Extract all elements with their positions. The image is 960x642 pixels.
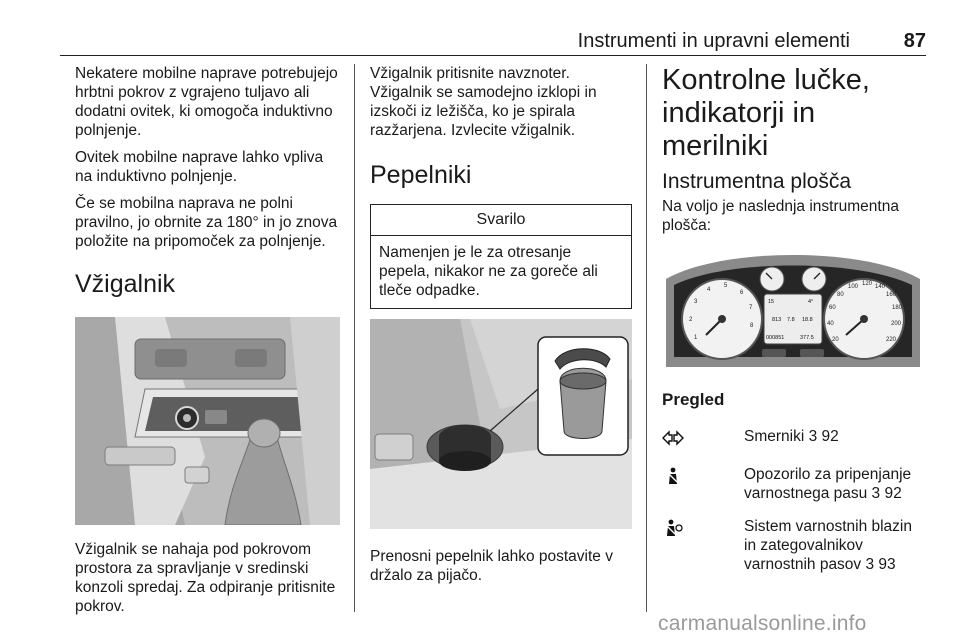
column-divider-2 <box>646 64 647 612</box>
speedo-tick-120: 120 <box>862 281 873 287</box>
paragraph-cover: Ovitek mobilne naprave lahko vpliva na induktivno polnjenje. <box>75 149 324 185</box>
seatbelt-reminder-icon <box>662 467 684 485</box>
instrument-cluster-photo <box>662 249 924 367</box>
tacho-tick-2: 2 <box>689 317 693 323</box>
page-header <box>60 30 926 54</box>
column-2 <box>370 64 632 593</box>
heading-lighter: Vžigalnik <box>75 270 176 298</box>
heading-overview: Pregled <box>662 390 725 409</box>
overview-text-seatbelt-pretensioner: Sistem varnostnih blazin in zategovalnikov varnostnih pasov 3 93 <box>744 518 912 573</box>
lighter-illustration <box>75 317 340 525</box>
paragraph-lighter-use: Vžigalnik pritisnite navznoter. Vžigalnik se samodejno izklopi in izskoči iz ležišča, ko je spirala razžarjena. Izvlecite vžigalnik. <box>370 65 597 139</box>
lighter-photo <box>75 317 340 525</box>
overview-item-seatbelt-reminder <box>662 465 928 503</box>
heading-ashtrays: Pepelniki <box>370 161 472 189</box>
header-rule <box>60 55 926 56</box>
display-value-2: 4° <box>808 299 814 305</box>
overview-item-seatbelt-pretensioner <box>662 517 928 574</box>
column-1 <box>75 64 343 624</box>
speedo-tick-220: 220 <box>886 337 897 343</box>
page-number: 87 <box>903 30 926 52</box>
warning-box <box>370 204 632 309</box>
heading-indicators: Kontrolne lučke, indikatorji in merilniki <box>662 64 870 162</box>
display-value-6: 000851 <box>766 335 785 341</box>
heading-instrument-panel: Instrumentna plošča <box>662 170 852 193</box>
overview-text-turn-signal: Smerniki 3 92 <box>744 428 839 445</box>
turn-signal-icon <box>662 429 684 447</box>
tacho-tick-6: 6 <box>740 290 744 296</box>
seatbelt-pretensioner-icon <box>662 519 684 537</box>
tacho-tick-4: 4 <box>707 287 711 293</box>
display-value-4: 7.8 <box>787 317 795 323</box>
instrument-cluster-illustration <box>662 249 924 367</box>
tacho-tick-1: 1 <box>694 335 698 341</box>
speedo-tick-160: 160 <box>886 292 897 298</box>
column-divider-1 <box>354 64 355 612</box>
warning-text: Namenjen je le za otresanje pepela, nikakor ne za goreče ali tleče odpadke. <box>379 244 598 299</box>
speedo-tick-80: 80 <box>837 292 844 298</box>
tacho-tick-8: 8 <box>750 323 754 329</box>
speedo-tick-60: 60 <box>829 305 836 311</box>
tacho-tick-3: 3 <box>694 299 698 305</box>
warning-title: Svarilo <box>371 205 631 236</box>
speedo-tick-200: 200 <box>891 321 902 327</box>
ashtray-photo <box>370 319 632 529</box>
paragraph-panel-intro: Na voljo je naslednja instrumentna plošča: <box>662 198 899 234</box>
watermark-text: carmanualsonline.info <box>658 612 867 635</box>
header-title: Instrumenti in upravni elementi <box>577 30 850 52</box>
tacho-tick-5: 5 <box>724 283 728 289</box>
column-3 <box>662 64 928 574</box>
speedo-tick-100: 100 <box>848 284 859 290</box>
tacho-tick-7: 7 <box>749 305 753 311</box>
overview-text-seatbelt-reminder: Opozorilo za pripenjanje varnostnega pasu 3 92 <box>744 466 912 502</box>
overview-item-turn-signal <box>662 427 928 451</box>
ashtray-illustration <box>370 319 632 529</box>
speedo-tick-20: 20 <box>832 337 839 343</box>
speedo-tick-180: 180 <box>892 305 903 311</box>
paragraph-coil: Nekatere mobilne naprave potrebujejo hrbtni pokrov z vgrajeno tuljavo ali dodatni ovitek, ki omogoča induktivno polnjenje. <box>75 65 338 139</box>
speedo-tick-140: 140 <box>875 284 886 290</box>
paragraph-rotate: Če se mobilna naprava ne polni pravilno, jo obrnite za 180° in jo znova položite na pripomoček za polnjenje. <box>75 195 338 250</box>
caption-ashtray: Prenosni pepelnik lahko postavite v držalo za pijačo. <box>370 548 613 584</box>
display-value-1: 15 <box>768 299 775 305</box>
display-value-5: 18.8 <box>802 317 813 323</box>
display-value-7: 377.5 <box>800 335 814 341</box>
display-value-3: 813 <box>772 317 782 323</box>
caption-lighter-location: Vžigalnik se nahaja pod pokrovom prostora za spravljanje v sredinski konzoli spredaj. Za odpiranje pritisnite pokrov. <box>75 541 336 615</box>
speedo-tick-40: 40 <box>827 321 834 327</box>
